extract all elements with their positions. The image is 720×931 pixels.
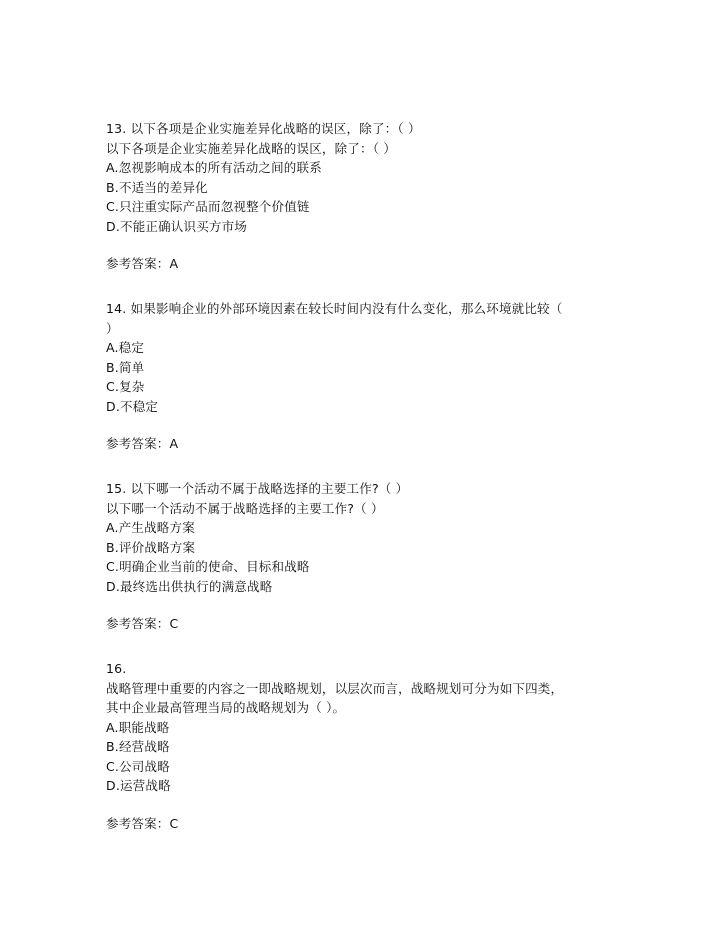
question-stem: 以下哪一个活动不属于战略选择的主要工作?（ ）: [106, 500, 384, 516]
option-c: C.只注重实际产品而忽视整个价值链: [106, 199, 310, 214]
option-a: A.职能战略: [106, 719, 170, 735]
option-d: D.最终选出供执行的满意战略: [106, 578, 273, 594]
question-number-line: 15. 以下哪一个活动不属于战略选择的主要工作?（ ）: [106, 481, 409, 496]
reference-answer: 参考答案：C: [106, 815, 179, 831]
question-13: [106, 119, 626, 274]
reference-answer: 参考答案：A: [106, 256, 179, 271]
question-15: [106, 479, 626, 634]
question-number-line: 16.: [106, 661, 127, 676]
option-a: A.产生战略方案: [106, 520, 195, 535]
question-16: [106, 659, 626, 833]
question-number-line: 13. 以下各项是企业实施差异化战略的误区，除了：（ ）: [106, 121, 421, 136]
option-b: B.不适当的差异化: [106, 179, 208, 195]
option-d: D.运营战略: [106, 778, 171, 793]
option-c: C.公司战略: [106, 758, 170, 774]
question-stem: 战略管理中重要的内容之一即战略规划，以层次而言，战略规划可分为如下四类，: [106, 680, 564, 696]
option-c: C.明确企业当前的使命、目标和战略: [106, 559, 310, 574]
option-d: D.不稳定: [106, 398, 159, 414]
option-b: B.评价战略方案: [106, 539, 196, 555]
option-d: D.不能正确认识买方市场: [106, 218, 247, 234]
reference-answer: 参考答案：C: [106, 616, 179, 631]
option-b: B.简单: [106, 359, 145, 375]
option-a: A.稳定: [106, 340, 145, 355]
question-number-line: 14. 如果影响企业的外部环境因素在较长时间内没有什么变化，那么环境就比较（: [106, 301, 563, 316]
option-c: C.复杂: [106, 379, 145, 394]
question-stem: ）: [106, 320, 119, 336]
question-stem: 以下各项是企业实施差异化战略的误区，除了：（ ）: [106, 140, 397, 156]
option-a: A.忽视影响成本的所有活动之间的联系: [106, 160, 322, 175]
question-stem-continued: 其中企业最高管理当局的战略规划为（ ）。: [106, 700, 346, 715]
question-14: [106, 299, 626, 454]
option-b: B.经营战略: [106, 739, 170, 754]
reference-answer: 参考答案：A: [106, 436, 179, 451]
